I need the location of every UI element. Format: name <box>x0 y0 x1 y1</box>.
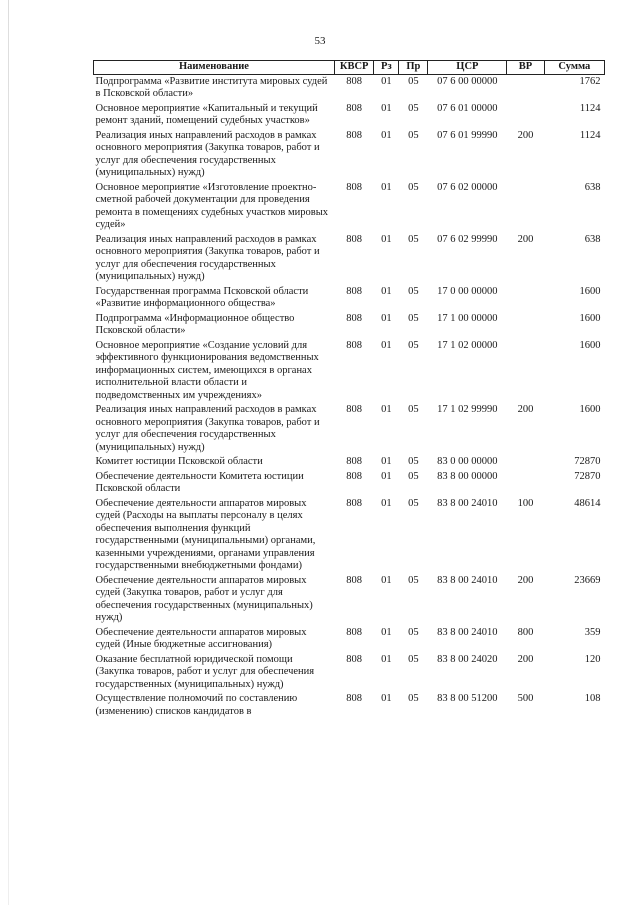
row-csr: 17 1 02 99990 <box>437 404 498 415</box>
row-pr: 05 <box>408 181 419 193</box>
row-vr <box>507 312 544 339</box>
header-name: Наименование <box>94 61 335 75</box>
row-csr: 83 8 00 24010 <box>437 626 498 638</box>
row-name: Государственная программа Псковской области «Развитие информационного общества» <box>95 285 309 309</box>
table-row <box>94 574 605 626</box>
row-pr: 05 <box>408 312 419 324</box>
row-sum: 359 <box>584 626 601 638</box>
row-rz: 01 <box>381 456 392 467</box>
row-name: Обеспечение деятельности аппаратов мировых судей (Закупка товаров, работ и услуг для обеспечения государственных (муниципальных) нужд) <box>95 574 313 623</box>
row-name: Основное мероприятие «Создание условий для эффективного функционирования ведомственных информационных систем, имеющихся в органах исполнительной власти области и подведомственных им учреждениях» <box>95 339 319 401</box>
row-csr: 07 6 01 00000 <box>437 102 498 114</box>
header-rz: Рз <box>374 61 399 75</box>
row-pr: 05 <box>408 75 419 87</box>
row-kvsr: 808 <box>346 312 363 324</box>
row-csr: 07 6 00 00000 <box>437 75 498 87</box>
row-sum: 48614 <box>574 497 601 509</box>
table-row <box>94 692 605 719</box>
table-row <box>94 129 605 181</box>
row-name: Реализация иных направлений расходов в рамках основного мероприятия (Закупка товаров, работ и услуг для обеспечения государственных (муниципальных) нужд) <box>95 233 320 282</box>
row-vr: 200 <box>517 233 534 245</box>
row-pr: 05 <box>408 693 419 704</box>
row-vr: 200 <box>517 653 534 665</box>
row-rz: 01 <box>381 75 392 87</box>
row-pr: 05 <box>408 102 419 114</box>
row-vr: 100 <box>517 497 534 509</box>
row-name: Обеспечение деятельности аппаратов мировых судей (Иные бюджетные ассигнования) <box>95 626 307 650</box>
row-rz: 01 <box>381 312 392 324</box>
row-rz: 01 <box>381 129 392 141</box>
header-sum: Сумма <box>544 61 604 75</box>
row-pr: 05 <box>408 470 419 482</box>
row-kvsr: 808 <box>346 497 363 509</box>
row-csr: 17 1 02 00000 <box>437 339 498 351</box>
table-row <box>94 285 605 312</box>
row-name: Подпрограмма «Развитие института мировых судей в Псковской области» <box>95 75 328 99</box>
row-name: Реализация иных направлений расходов в рамках основного мероприятия (Закупка товаров, работ и услуг для обеспечения государственных (муниципальных) нужд) <box>95 129 320 178</box>
table-row <box>94 497 605 574</box>
header-csr: ЦСР <box>428 61 507 75</box>
row-sum: 120 <box>584 653 601 665</box>
row-rz: 01 <box>381 404 392 415</box>
row-sum: 1124 <box>579 129 601 141</box>
row-csr: 07 6 01 99990 <box>437 129 498 141</box>
row-sum: 1600 <box>579 404 601 415</box>
row-pr: 05 <box>408 339 419 351</box>
row-kvsr: 808 <box>346 129 363 141</box>
row-csr: 07 6 02 99990 <box>437 233 498 245</box>
row-rz: 01 <box>381 626 392 638</box>
row-sum: 108 <box>584 693 601 704</box>
row-csr: 83 8 00 24020 <box>437 653 498 665</box>
row-name: Оказание бесплатной юридической помощи (Закупка товаров, работ и услуг для обеспечения государственных (муниципальных) нужд) <box>95 653 315 690</box>
row-rz: 01 <box>381 653 392 665</box>
row-vr <box>507 455 544 470</box>
row-sum: 1762 <box>579 75 601 87</box>
page-scan-edge <box>8 0 9 905</box>
row-kvsr: 808 <box>346 102 363 114</box>
table-row <box>94 312 605 339</box>
row-kvsr: 808 <box>346 653 363 665</box>
row-sum: 72870 <box>574 456 601 467</box>
row-name: Обеспечение деятельности аппаратов мировых судей (Расходы на выплаты персоналу в целях обеспечения выполнения функций государственными (муниципальными) органами, казенными учреждениями, органами управления государственными внебюджетными фондами) <box>95 497 316 571</box>
row-vr: 800 <box>517 626 534 638</box>
row-sum: 638 <box>584 233 601 245</box>
row-name: Комитет юстиции Псковской области <box>95 456 263 467</box>
row-name: Осуществление полномочий по составлению (изменению) списков кандидатов в <box>95 693 298 717</box>
row-name: Основное мероприятие «Капитальный и текущий ремонт зданий, помещений судебных участков» <box>95 102 318 126</box>
table-row <box>94 470 605 497</box>
row-kvsr: 808 <box>346 626 363 638</box>
row-rz: 01 <box>381 233 392 245</box>
row-vr: 500 <box>517 693 534 704</box>
row-pr: 05 <box>408 626 419 638</box>
table-row <box>94 403 605 455</box>
row-pr: 05 <box>408 497 419 509</box>
row-vr <box>507 470 544 497</box>
row-kvsr: 808 <box>346 574 363 586</box>
row-vr: 200 <box>517 129 534 141</box>
row-name: Основное мероприятие «Изготовление проектно-сметной рабочей документации для проведения ремонта в помещениях судебных участков мировых судей» <box>95 181 329 230</box>
row-kvsr: 808 <box>346 693 363 704</box>
row-vr <box>507 74 544 102</box>
row-kvsr: 808 <box>346 233 363 245</box>
row-csr: 83 8 00 00000 <box>437 470 498 482</box>
table-row <box>94 455 605 470</box>
row-sum: 23669 <box>574 574 601 586</box>
row-rz: 01 <box>381 497 392 509</box>
row-kvsr: 808 <box>346 285 363 297</box>
row-csr: 83 8 00 24010 <box>437 497 498 509</box>
row-name: Обеспечение деятельности Комитета юстиции Псковской области <box>95 470 304 494</box>
header-kvsr: КВСР <box>334 61 373 75</box>
row-vr: 200 <box>517 574 534 586</box>
row-pr: 05 <box>408 129 419 141</box>
row-csr: 83 0 00 00000 <box>437 456 498 467</box>
row-pr: 05 <box>408 653 419 665</box>
header-row <box>94 61 605 75</box>
table-row <box>94 74 605 102</box>
row-pr: 05 <box>408 574 419 586</box>
row-sum: 638 <box>584 181 601 193</box>
row-csr: 83 8 00 51200 <box>437 693 498 704</box>
row-name: Подпрограмма «Информационное общество Псковской области» <box>95 312 295 336</box>
row-kvsr: 808 <box>346 339 363 351</box>
row-pr: 05 <box>408 456 419 467</box>
row-kvsr: 808 <box>346 404 363 415</box>
table-row <box>94 102 605 129</box>
table-row <box>94 653 605 693</box>
row-sum: 1600 <box>579 312 601 324</box>
row-rz: 01 <box>381 181 392 193</box>
budget-table <box>93 60 605 719</box>
row-sum: 1600 <box>579 339 601 351</box>
row-kvsr: 808 <box>346 470 363 482</box>
row-rz: 01 <box>381 102 392 114</box>
row-pr: 05 <box>408 285 419 297</box>
page-number: 53 <box>314 35 326 47</box>
row-rz: 01 <box>381 285 392 297</box>
row-rz: 01 <box>381 574 392 586</box>
row-vr <box>507 339 544 404</box>
row-csr: 83 8 00 24010 <box>437 574 498 586</box>
row-name: Реализация иных направлений расходов в рамках основного мероприятия (Закупка товаров, работ и услуг для обеспечения государственных (муниципальных) нужд) <box>95 404 320 453</box>
row-pr: 05 <box>408 233 419 245</box>
row-sum: 1600 <box>579 285 601 297</box>
row-csr: 17 0 00 00000 <box>437 285 498 297</box>
table-row <box>94 626 605 653</box>
header-pr: Пр <box>399 61 428 75</box>
row-kvsr: 808 <box>346 456 363 467</box>
table-header <box>94 61 605 75</box>
row-sum: 72870 <box>574 470 601 482</box>
row-vr <box>507 285 544 312</box>
header-vr: ВР <box>507 61 544 75</box>
row-pr: 05 <box>408 404 419 415</box>
row-rz: 01 <box>381 470 392 482</box>
row-vr: 200 <box>517 404 534 415</box>
row-vr <box>507 102 544 129</box>
row-vr <box>507 181 544 233</box>
row-sum: 1124 <box>579 102 601 114</box>
table-body <box>94 74 605 719</box>
row-rz: 01 <box>381 693 392 704</box>
row-kvsr: 808 <box>346 75 363 87</box>
table-row <box>94 339 605 404</box>
row-csr: 07 6 02 00000 <box>437 181 498 193</box>
table-row <box>94 233 605 285</box>
table-row <box>94 181 605 233</box>
row-csr: 17 1 00 00000 <box>437 312 498 324</box>
row-rz: 01 <box>381 339 392 351</box>
row-kvsr: 808 <box>346 181 363 193</box>
